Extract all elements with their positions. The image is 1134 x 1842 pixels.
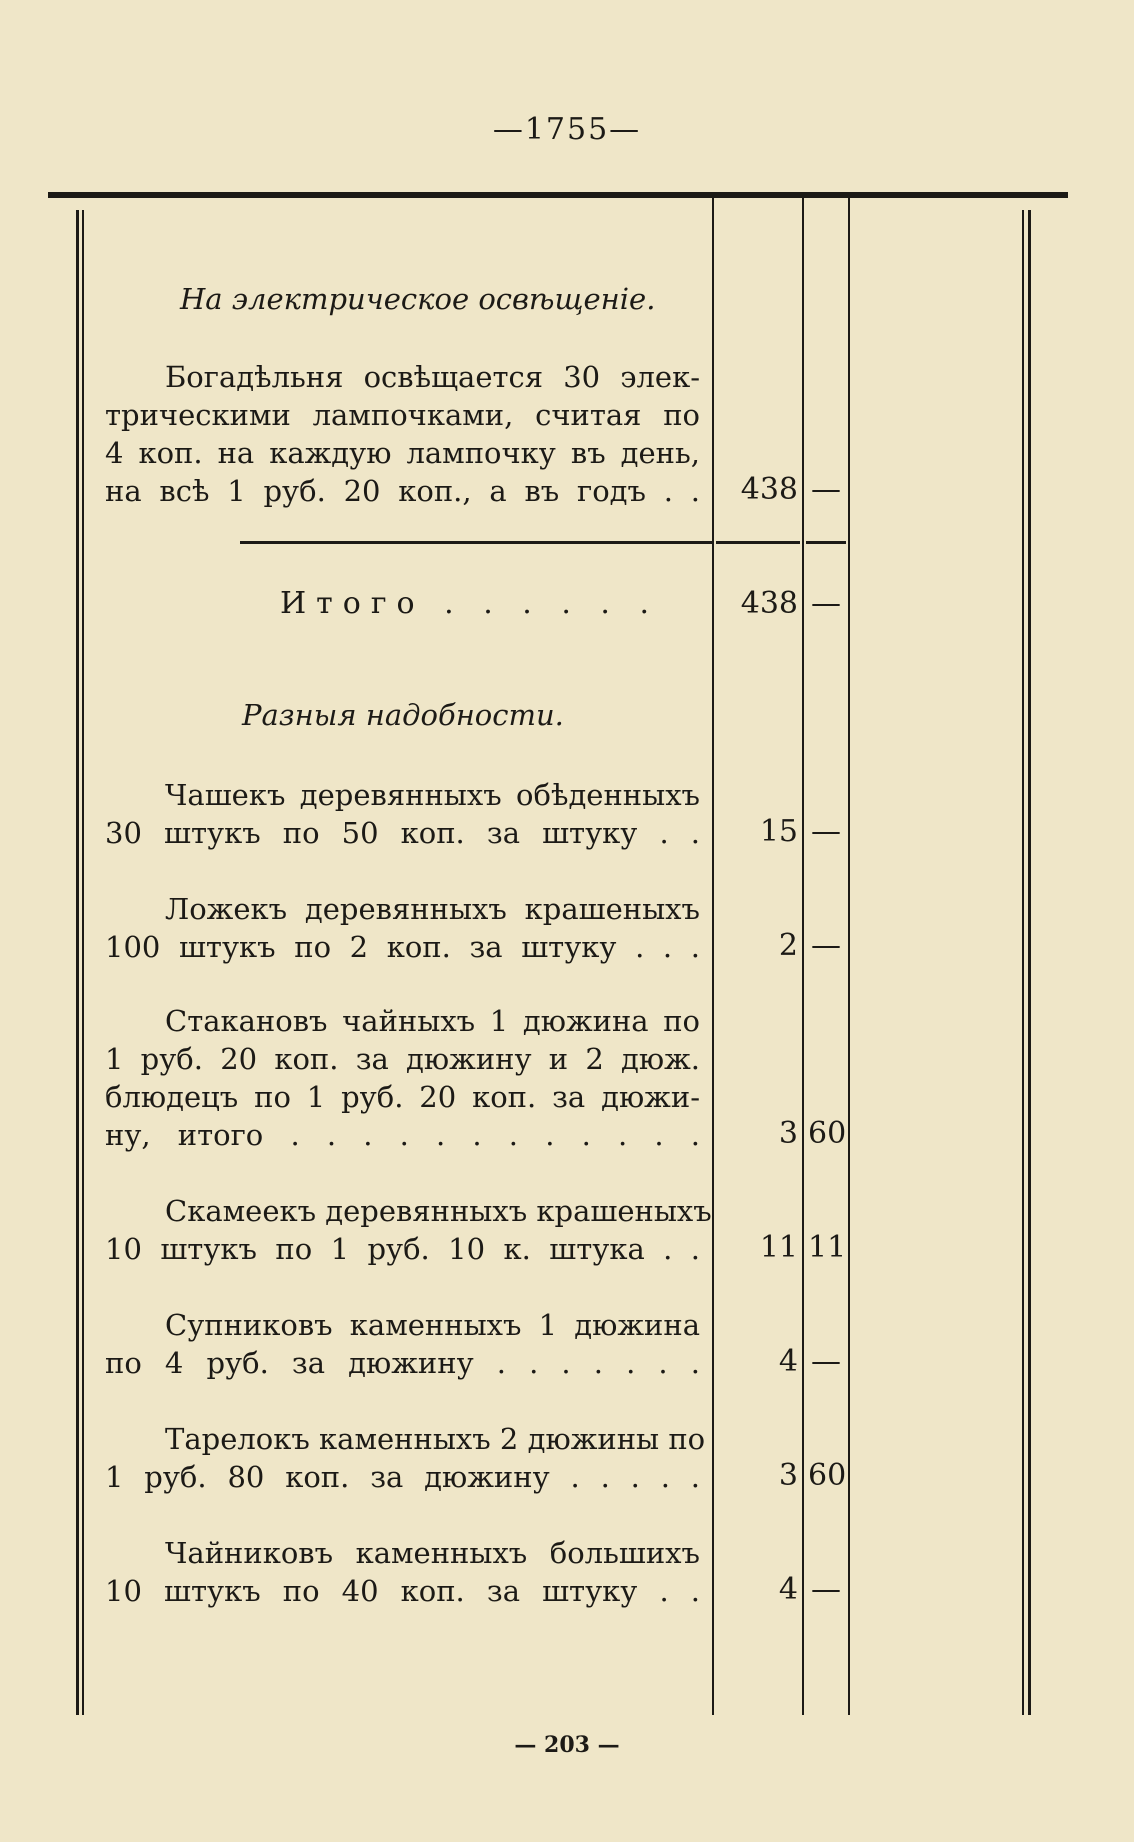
subtotal-rule: [240, 541, 712, 544]
item-kop: 60: [808, 1458, 847, 1493]
item-kop: 11: [808, 1230, 847, 1265]
rub-column-rule: [802, 198, 804, 1715]
lighting-rub: 438: [740, 472, 798, 507]
entry-line: Супниковъ каменныхъ 1 дюжина: [165, 1308, 700, 1342]
list-item: [105, 776, 700, 852]
subtotal-rule-rub: [716, 541, 800, 544]
item-kop: —: [811, 928, 841, 963]
entry-line: трическими лампочками, считая по: [105, 398, 700, 432]
misc-heading: Разныя надобности.: [242, 698, 564, 732]
item-rub: 2: [778, 928, 798, 963]
item-kop: —: [811, 1344, 841, 1379]
item-rub: 3: [778, 1458, 798, 1493]
lighting-heading: На электрическое освѣщеніе.: [180, 282, 656, 316]
item-kop: 60: [808, 1116, 847, 1151]
item-rub: 11: [759, 1230, 798, 1265]
list-item: [105, 1306, 700, 1382]
subtotal-rule-kop: [806, 541, 846, 544]
entry-line: Ложекъ деревянныхъ крашеныхъ: [165, 892, 700, 926]
list-item: [105, 1192, 712, 1268]
entry-line: Стакановъ чайныхъ 1 дюжина по: [165, 1004, 700, 1038]
entry-line: на всѣ 1 руб. 20 коп., а въ годъ . .: [105, 474, 700, 508]
top-rule: [48, 192, 1068, 198]
item-rub: 3: [778, 1116, 798, 1151]
entry-line: 1 руб. 20 коп. за дюжину и 2 дюж.: [105, 1042, 700, 1076]
text-column-rule: [712, 198, 714, 1715]
entry-line: Скамеекъ деревянныхъ крашеныхъ: [165, 1194, 712, 1228]
item-kop: —: [811, 814, 841, 849]
left-double-rule-b: [82, 210, 84, 1715]
entry-line: Чайниковъ каменныхъ большихъ: [165, 1536, 700, 1570]
total-rub: 438: [740, 586, 798, 621]
lighting-kop: —: [811, 472, 841, 507]
item-kop: —: [811, 1572, 841, 1607]
right-double-rule-b: [1028, 210, 1031, 1715]
list-item: [105, 1534, 700, 1610]
entry-line: 30 штукъ по 50 коп. за штуку . .: [105, 816, 700, 850]
entry-line: 10 штукъ по 1 руб. 10 к. штука . .: [105, 1232, 700, 1266]
right-double-rule-a: [1022, 210, 1024, 1715]
list-item: [105, 890, 700, 966]
list-item: [105, 1002, 700, 1154]
page-number: —1755—: [492, 112, 642, 147]
entry-line: Чашекъ деревянныхъ обѣденныхъ: [165, 778, 700, 812]
total-kop: —: [811, 586, 841, 621]
kop-column-rule: [848, 198, 850, 1715]
footer-sheet-number: — 203 —: [514, 1732, 620, 1758]
total-label: Итого . . . . . .: [280, 586, 660, 621]
entry-line: блюдецъ по 1 руб. 20 коп. за дюжи-: [105, 1080, 700, 1114]
entry-line: по 4 руб. за дюжину . . . . . . .: [105, 1346, 700, 1380]
entry-line: Тарелокъ каменныхъ 2 дюжины по: [165, 1422, 706, 1456]
item-rub: 4: [778, 1344, 798, 1379]
entry-line: Богадѣльня освѣщается 30 элек-: [165, 360, 700, 394]
entry-line: 4 коп. на каждую лампочку въ день,: [105, 436, 700, 470]
item-rub: 4: [778, 1572, 798, 1607]
lighting-entry: [105, 358, 700, 510]
entry-line: 10 штукъ по 40 коп. за штуку . .: [105, 1574, 700, 1608]
list-item: [105, 1420, 706, 1496]
entry-line: 1 руб. 80 коп. за дюжину . . . . .: [105, 1460, 700, 1494]
item-rub: 15: [759, 814, 798, 849]
entry-line: 100 штукъ по 2 коп. за штуку . . .: [105, 930, 700, 964]
left-double-rule-a: [76, 210, 79, 1715]
entry-line: ну, итого . . . . . . . . . . . .: [105, 1118, 700, 1152]
